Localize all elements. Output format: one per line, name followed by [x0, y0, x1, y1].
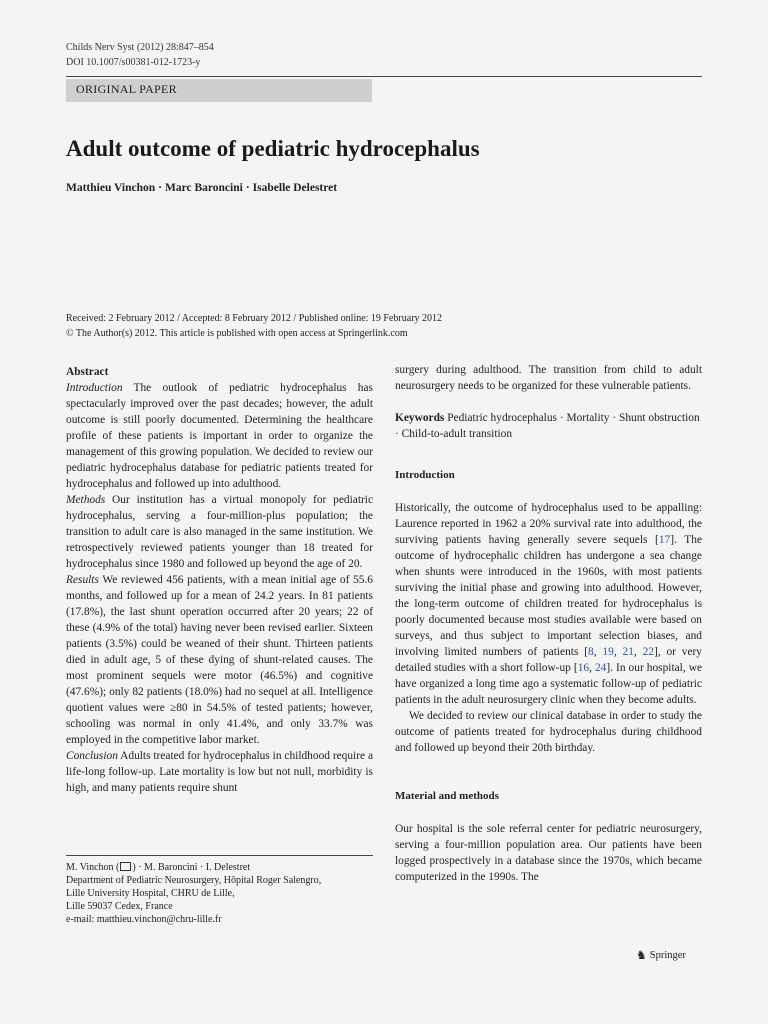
introduction-paragraph: We decided to review our clinical database in order to study the outcome of patients treated for hydrocephalus during childhood and followed up beyond their 20th birthday.	[395, 710, 702, 754]
header-rule	[66, 76, 702, 77]
publisher-name: Springer	[649, 950, 686, 961]
abstract-text: The outlook of pediatric hydrocephalus has spectacularly improved over the past decades; however, the adult outcome is still poorly documented. Determining the healthcare profile of these patients is important in order to organize the management of this growing population. We decided to review our pediatric hydrocephalus database for pediatric patients treated for hydrocephalus and followed up into adulthood.	[66, 382, 373, 490]
left-column	[66, 364, 373, 796]
envelope-icon[interactable]	[120, 862, 131, 871]
affiliation-address: Lille 59037 Cedex, France	[66, 901, 173, 912]
abstract-label: Methods	[66, 494, 106, 506]
citation-link[interactable]: 16	[577, 662, 590, 674]
abstract-label: Introduction	[66, 382, 123, 394]
citation-link[interactable]: 22	[642, 646, 654, 658]
author-separator: ·	[158, 182, 162, 194]
citation-link[interactable]: 24	[594, 662, 607, 674]
abstract-label: Conclusion	[66, 750, 118, 762]
abstract-conclusion-continued: surgery during adulthood. The transition from child to adult neurosurgery needs to be organized for these vulnerable patients.	[395, 364, 702, 392]
citation-link[interactable]: 8	[588, 646, 594, 658]
author-separator: ·	[245, 182, 250, 194]
methods-heading: Material and methods	[395, 790, 499, 802]
keywords-text: Pediatric hydrocephalus · Mortality · Shunt obstruction · Child-to-adult transition	[395, 412, 700, 440]
author-list	[66, 182, 337, 194]
abstract-results	[66, 572, 373, 748]
abstract-label: Results	[66, 574, 99, 586]
affiliation-footnote	[66, 861, 321, 926]
doi[interactable]: DOI 10.1007/s00381-012-1723-y	[66, 57, 201, 68]
abstract-methods	[66, 492, 373, 572]
journal-citation: Childs Nerv Syst (2012) 28:847–854	[66, 42, 214, 53]
abstract-text: Our institution has a virtual monopoly for pediatric hydrocephalus, serving a four-million-plus population; the transition to adult care is also managed in the same institution. We retrospectively reviewed patients younger than 18 treated for hydrocephalus since 1980 and followed up beyond the age of 20.	[66, 494, 373, 570]
springer-logo-icon: ♞	[636, 948, 647, 962]
affiliation-department: Department of Pediatric Neurosurgery, Hôpital Roger Salengro,	[66, 875, 322, 886]
article-type-badge: ORIGINAL PAPER	[66, 79, 372, 102]
right-column	[395, 362, 702, 885]
citation-link[interactable]: 21	[622, 646, 634, 658]
affiliation-hospital: Lille University Hospital, CHRU de Lille,	[66, 888, 235, 899]
footnote-rule	[66, 855, 373, 856]
dates-line: Received: 2 February 2012 / Accepted: 8 February 2012 / Published online: 19 February 2012	[66, 313, 443, 324]
publisher-mark	[636, 948, 686, 963]
abstract-text: Adults treated for hydrocephalus in childhood require a life-long follow-up. Late mortality is low but not null, morbidity is high, and many patients require shunt	[66, 750, 373, 794]
abstract-introduction	[66, 380, 373, 492]
affiliation-authors: M. Vinchon ( ) · M. Baroncini · I. Delestret	[66, 862, 251, 873]
abstract-text: We reviewed 456 patients, with a mean initial age of 55.6 months, and followed up for a mean of 24.2 years. In 81 patients (17.8%), the last shunt operation occurred after 20 years; 22 of these (4.9% of the total) having never been revised earlier. Sixteen patients (3.5%) could be weaned of their shunt. Thirteen patients died in adult age, 5 of these dying of shunt-related causes. The most prominent sequels were motor (46.5%) and cognitive (47.6%); only 82 patients (18.0%) had no sequel at all. Intelligence quotient values were ≥80 in 54.5% of tested patients; however, schooling was normal in only 41.4%, and only 33.7% was employed in the competitive labor market.	[66, 574, 373, 746]
publication-history	[66, 311, 442, 341]
introduction-heading: Introduction	[395, 469, 455, 481]
article-title: Adult outcome of pediatric hydrocephalus	[66, 136, 480, 161]
abstract-heading: Abstract	[66, 366, 109, 378]
citation-link[interactable]: 17	[658, 534, 671, 546]
citation-link[interactable]: 19	[602, 646, 614, 658]
keywords	[395, 410, 702, 442]
methods-paragraph: Our hospital is the sole referral center for pediatric neurosurgery, serving a four-million population area. Our patients have been logged prospectively in a database since the 1970s, which became computerized in the 1990s. The	[395, 823, 702, 883]
author-name[interactable]: Isabelle Delestret	[252, 182, 338, 194]
copyright-line: © The Author(s) 2012. This article is published with open access at Springerlink.com	[66, 328, 408, 339]
author-name[interactable]: Marc Baroncini	[164, 182, 243, 194]
abstract-conclusion	[66, 748, 373, 796]
author-name[interactable]: Matthieu Vinchon	[66, 182, 156, 194]
introduction-paragraph: Historically, the outcome of hydrocephalus used to be appalling: Laurence reported in 1962 a 20% survival rate into adulthood, the surviving patients having generally severe sequels [17]. The outcome of hydrocephalic children has undergone a sea change when shunts were introduced in the 1960s, with most patients surviving the initial phase and growing into adulthood. However, the long-term outcome of children treated for hydrocephalus is poorly documented because most studies available were based on surveys, and thus subject to important selection biases, and involving limited numbers of patients [8, 19, 21, 22], or very detailed studies with a short follow-up [16, 24]. In our hospital, we have organized a long time ago a systematic follow-up of pediatric patients in the adult neurosurgery clinic when they become adults.	[395, 502, 702, 706]
affiliation-email[interactable]: e-mail: matthieu.vinchon@chru-lille.fr	[66, 914, 222, 925]
keywords-label: Keywords	[395, 412, 445, 424]
